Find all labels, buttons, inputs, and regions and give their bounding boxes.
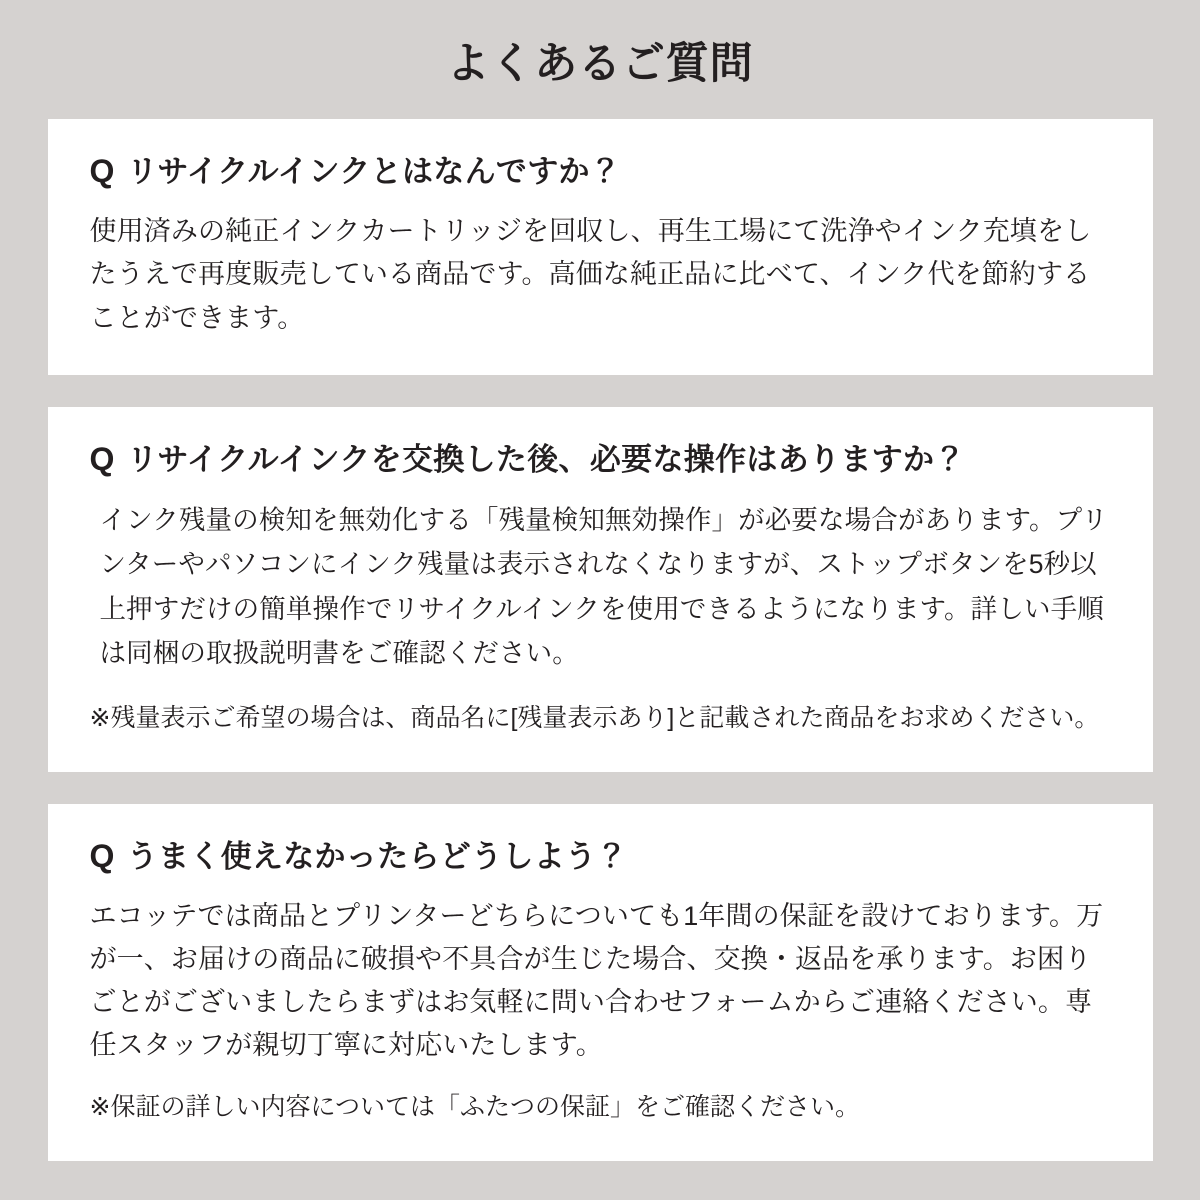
faq-question-text: リサイクルインクとはなんですか？ [126,154,622,189]
question-marker: Q [89,440,115,477]
faq-answer-text: 使用済みの純正インクカートリッジを回収し、再生工場にて洗浄やインク充填をしたうえで再度販売している商品です。高価な純正品に比べて、インク代を節約することができます。 [89,215,1092,334]
page-title: よくあるご質問 [446,40,754,88]
faq-question-row [90,153,1111,192]
faq-question-text: うまく使えなかったらどうしよう？ [126,838,628,874]
question-marker: Q [89,153,115,189]
faq-question-row [90,838,1111,877]
faq-answer-text: インク残量の検知を無効化する「残量検知無効操作」が必要な場合があります。プリンターやパソコンにインク残量は表示されなくなりますが、ストップボタンを5秒以上押すだけの簡単操作でリサイクルインクを使用できるようになります。詳しい手順は同梱の取扱説明書をご確認ください。 [99,504,1108,669]
faq-question-row [90,441,1111,480]
faq-answer-text: エコッテでは商品とプリンターどちらについても1年間の保証を設けております。万が一、お届けの商品に破損や不具合が生じた場合、交換・返品を承ります。お困りごとがございましたらまずはお気軽に問い合わせフォームからご連絡ください。専任スタッフが親切丁寧に対応いたします。 [89,900,1104,1061]
question-marker: Q [89,837,115,874]
faq-note-text: ※残量表示ご希望の場合は、商品名に[残量表示あり]と記載された商品をお求めください。 [89,703,1100,732]
faq-card [48,119,1153,375]
faq-card [48,407,1153,772]
faq-note-text: ※保証の詳しい内容については「ふたつの保証」をご確認ください。 [89,1093,860,1122]
faq-question-text: リサイクルインクを交換した後、必要な操作はありますか？ [126,441,966,477]
faq-card [48,804,1153,1162]
